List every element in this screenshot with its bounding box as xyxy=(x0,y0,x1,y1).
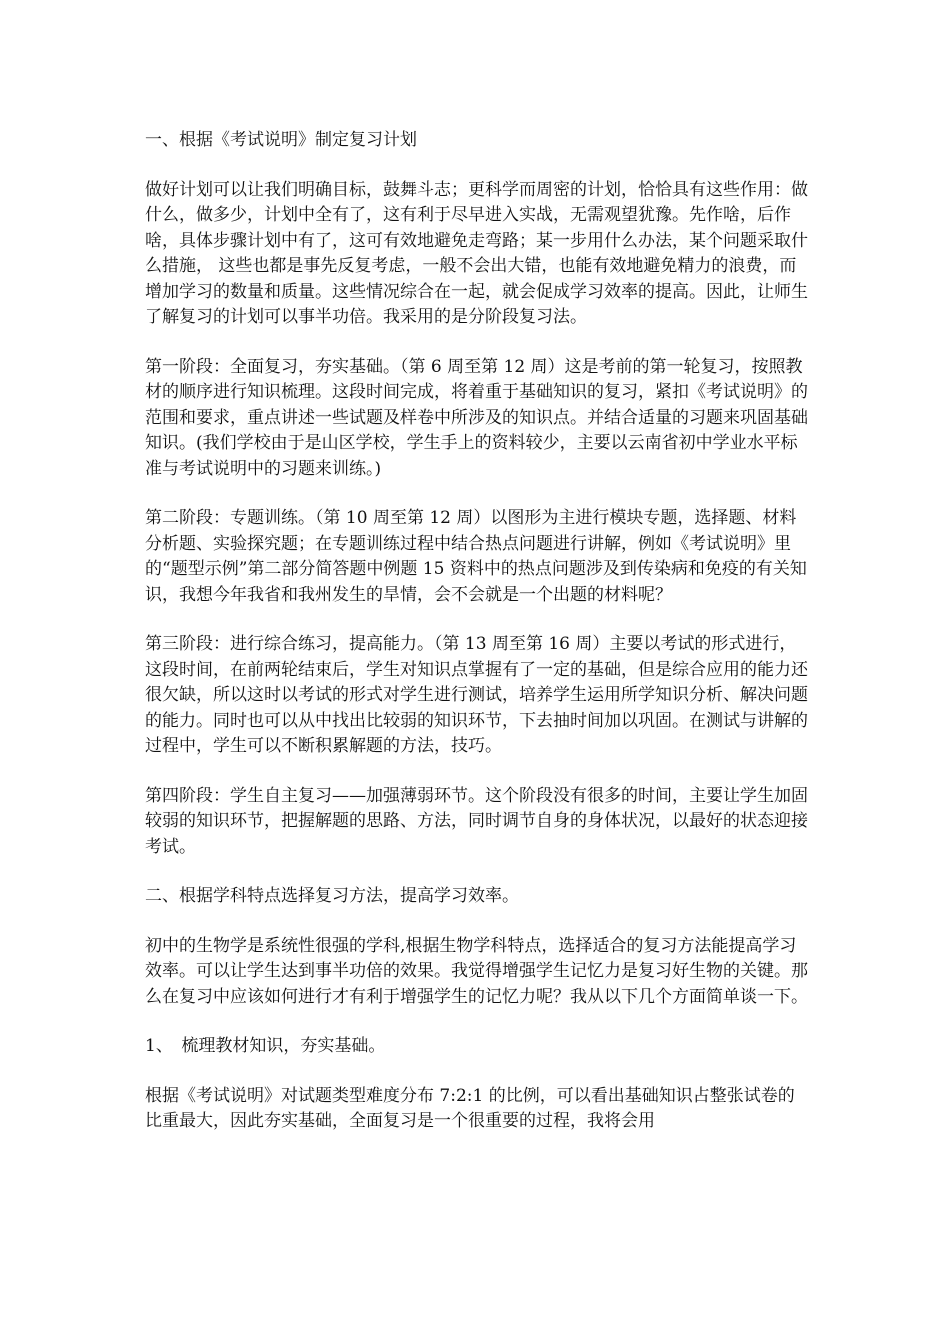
list-item-1: 1、 梳理教材知识，夯实基础。 xyxy=(145,1036,386,1056)
paragraph-stage-3: 第三阶段：进行综合练习，提高能力。（第 13 周至第 16 周）主要以考试的形式进行，这段时间，在前两轮结束后，学生对知识点掌握有了一定的基础，但是综合应用的能力还很欠缺，所以这时以考试的形式对学生进行测试，培养学生运用所学知识分析、解决问题的能力。同时也可以从中找出比较弱的知识环节，下去抽时间加以巩固。在测试与讲解的过程中，学生可以不断积累解题的方法，技巧。 xyxy=(145,634,808,756)
paragraph-basics: 根据《考试说明》对试题类型难度分布 7:2:1 的比例，可以看出基础知识占整张试卷的比重最大，因此夯实基础，全面复习是一个很重要的过程，我将会用 xyxy=(145,1085,795,1131)
paragraph-method-intro: 初中的生物学是系统性很强的学科,根据生物学科特点，选择适合的复习方法能提高学习效率。可以让学生达到事半功倍的效果。我觉得增强学生记忆力是复习好生物的关键。那么在复习中应该如何进行才有利于增强学生的记忆力呢？我从以下几个方面简单谈一下。 xyxy=(145,935,808,1007)
paragraph-plan-intro: 做好计划可以让我们明确目标，鼓舞斗志；更科学而周密的计划，恰恰具有这些作用：做什么，做多少，计划中全有了，这有利于尽早进入实战，无需观望犹豫。先作啥，后作啥，具体步骤计划中有了，这可有效地避免走弯路；某一步用什么办法，某个问题采取什么措施， 这些也都是事先反复考虑，一般不会出大错，也能有效地避免精力的浪费，而增加学习的数量和质量。这些情况综合在一起，就会促成学习效率的提高。因此，让师生了解复习的计划可以事半功倍。我采用的是分阶段复习法。 xyxy=(145,179,808,327)
section-heading-2: 二、根据学科特点选择复习方法，提高学习效率。 xyxy=(145,886,519,906)
paragraph-stage-2: 第二阶段：专题训练。（第 10 周至第 12 周）以图形为主进行模块专题，选择题、材料分析题、实验探究题；在专题训练过程中结合热点问题进行讲解，例如《考试说明》里的“题型示例”第二部分简答题中例题 15 资料中的热点问题涉及到传染病和免疫的有关知识，我想今年我省和我州发生的旱情，会不会就是一个出题的材料呢？ xyxy=(145,508,807,605)
section-heading-1: 一、根据《考试说明》制定复习计划 xyxy=(145,130,417,150)
paragraph-stage-4: 第四阶段：学生自主复习——加强薄弱环节。这个阶段没有很多的时间，主要让学生加固较弱的知识环节，把握解题的思路、方法，同时调节自身的身体状况，以最好的状态迎接考试。 xyxy=(145,785,808,857)
paragraph-stage-1: 第一阶段：全面复习，夯实基础。（第 6 周至第 12 周）这是考前的第一轮复习，按照教材的顺序进行知识梳理。这段时间完成，将着重于基础知识的复习，紧扣《考试说明》的范围和要求，重点讲述一些试题及样卷中所涉及的知识点。并结合适量的习题来巩固基础知识。(我们学校由于是山区学校，学生手上的资料较少，主要以云南省初中学业水平标准与考试说明中的习题来训练。) xyxy=(145,356,808,479)
document-body xyxy=(145,128,810,1159)
